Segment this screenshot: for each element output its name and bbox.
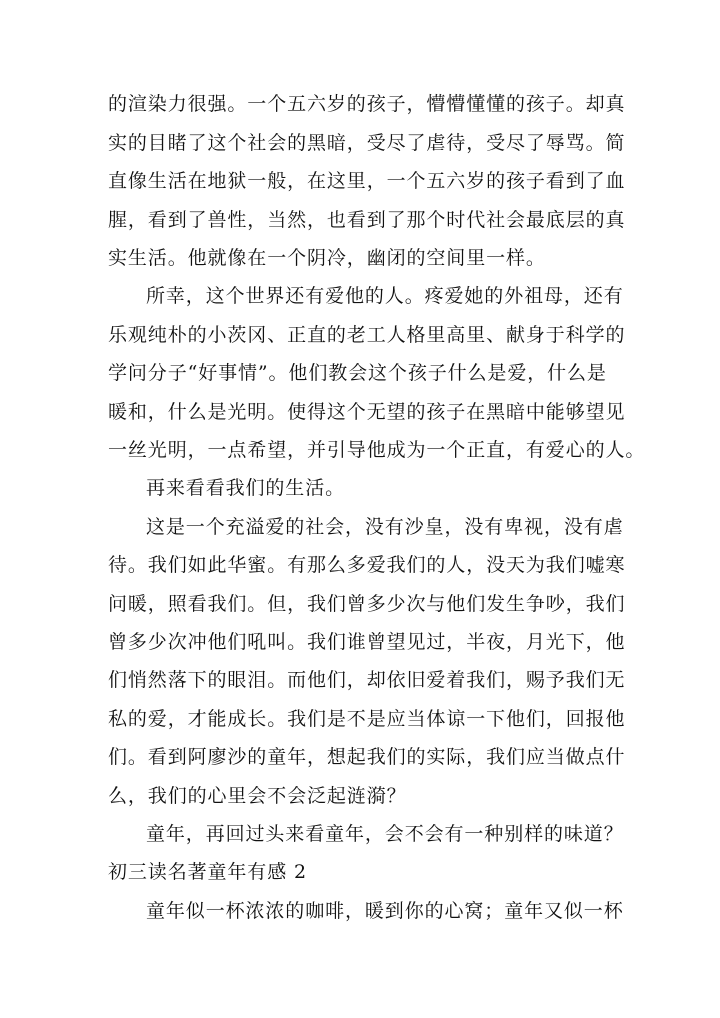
text-line: 们悄然落下的眼泪。而他们，却依旧爱着我们，赐予我们无 (108, 669, 626, 691)
text-line: 私的爱，才能成长。我们是不是应当体谅一下他们，回报他 (108, 708, 626, 730)
text-line: 问暖，照看我们。但，我们曾多少次与他们发生争吵，我们 (108, 593, 626, 615)
text-line: 腥，看到了兽性，当然，也看到了那个时代社会最底层的真 (108, 209, 626, 231)
paragraph-start-line: 这是一个充溢爱的社会，没有沙皇，没有卑视，没有虐 (146, 516, 624, 538)
text-line: 乐观纯朴的小茨冈、正直的老工人格里高里、献身于科学的 (108, 324, 626, 346)
text-line: 实生活。他就像在一个阴冷，幽闭的空间里一样。 (108, 247, 546, 269)
text-line: 待。我们如此华蜜。有那么多爱我们的人，没天为我们嘘寒 (108, 554, 626, 576)
text-line: 一丝光明，一点希望，并引导他成为一个正直，有爱心的人。 (108, 439, 646, 461)
text-line: 的渲染力很强。一个五六岁的孩子，懵懵懂懂的孩子。却真 (108, 93, 626, 115)
paragraph-start-line: 童年，再回过头来看童年，会不会有一种别样的味道？ (146, 823, 624, 845)
text-line: 么，我们的心里会不会泛起涟漪？ (108, 785, 407, 807)
paragraph-start-line: 童年似一杯浓浓的咖啡，暖到你的心窝；童年又似一杯 (146, 900, 624, 922)
text-line: 们。看到阿廖沙的童年，想起我们的实际，我们应当做点什 (108, 746, 626, 768)
paragraph-start-line: 所幸，这个世界还有爱他的人。疼爱她的外祖母，还有 (146, 285, 624, 307)
text-line: 学问分子“好事情”。他们教会这个孩子什么是爱，什么是 (108, 362, 607, 384)
text-line: 实的目睹了这个社会的黑暗，受尽了虐待，受尽了辱骂。简 (108, 132, 626, 154)
text-line: 直像生活在地狱一般，在这里，一个五六岁的孩子看到了血 (108, 170, 626, 192)
section-heading: 初三读名著童年有感 2 (108, 861, 308, 883)
text-line: 曾多少次冲他们吼叫。我们谁曾望见过，半夜，月光下，他 (108, 631, 626, 653)
text-line: 暖和，什么是光明。使得这个无望的孩子在黑暗中能够望见 (108, 401, 626, 423)
paragraph-start-line: 再来看看我们的生活。 (146, 477, 346, 499)
